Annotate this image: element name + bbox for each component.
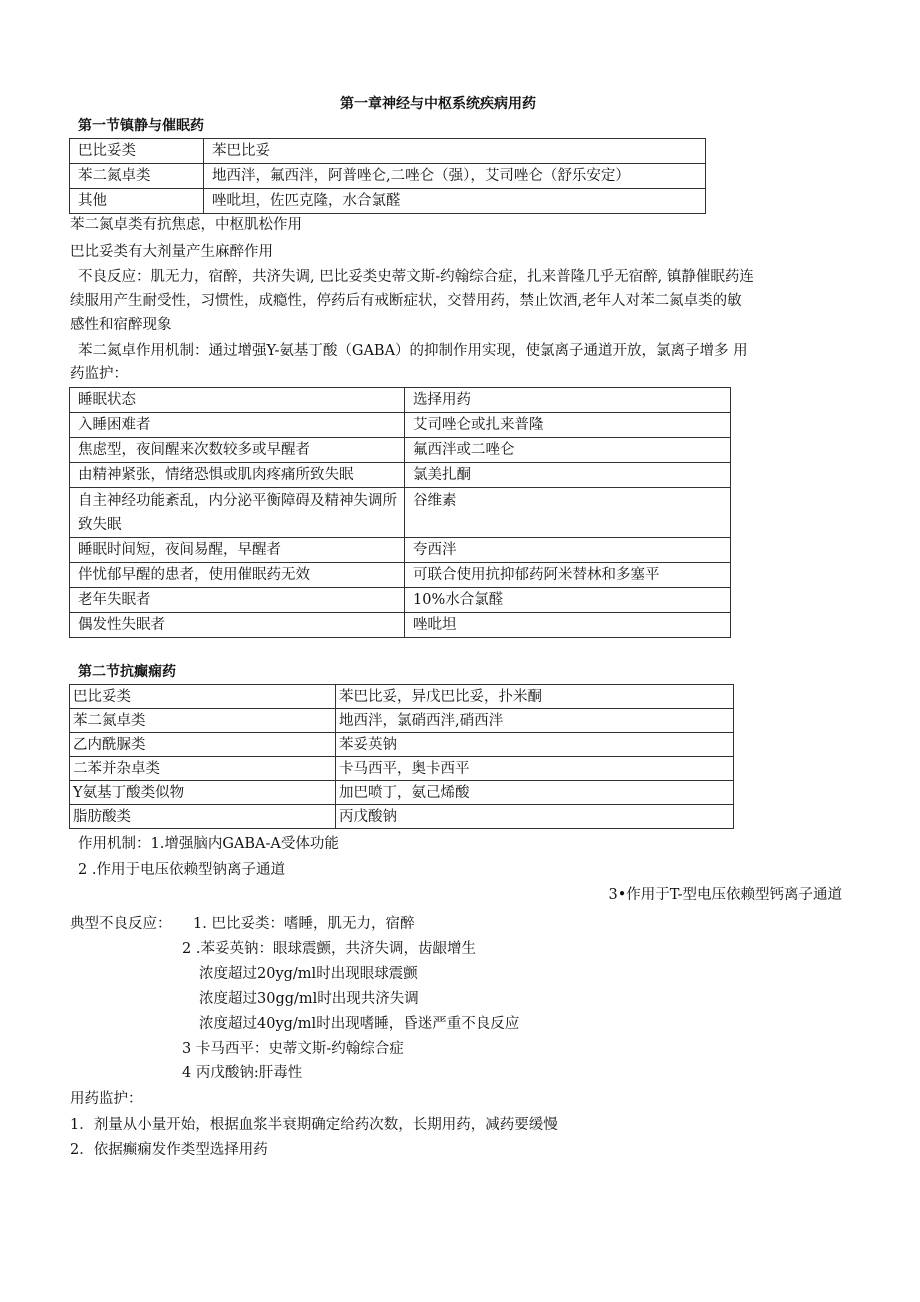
- sedative-class-table: [69, 138, 706, 214]
- adverse-text: 感性和宿醉现象: [70, 317, 172, 333]
- mechanism-item: 2 .作用于电压依赖型钠离子通道: [78, 862, 285, 878]
- table-row: Y氨基丁酸类似物 加巴喷丁，氨己烯酸: [70, 781, 734, 805]
- adverse-item: 4 丙戊酸钠:肝毒性: [182, 1065, 303, 1081]
- adverse-subitem: 浓度超过20yg/ml时出现眼球震颤: [199, 966, 418, 982]
- table-row: 自主神经功能紊乱，内分泌平衡障碍及精神失调所致失眠 谷维素: [70, 488, 731, 538]
- table-row: 焦虑型，夜间醒来次数较多或早醒者 氟西泮或二唑仑: [70, 438, 731, 463]
- adverse-item: 2 .苯妥英钠：眼球震颤，共济失调，齿龈增生: [182, 941, 476, 957]
- mechanism-item: 3•作用于T-型电压依赖型钙离子通道: [608, 887, 842, 903]
- monitor-item: 2．依据癫痫发作类型选择用药: [70, 1142, 268, 1158]
- adverse-subitem: 浓度超过40yg/ml时出现嗜睡，昏迷严重不良反应: [199, 1016, 520, 1032]
- table-row: 巴比妥类 苯巴比妥: [70, 139, 706, 164]
- mechanism-text: 药监护：: [70, 366, 128, 382]
- adverse-text: 不良反应：肌无力，宿醉，共济失调, 巴比妥类史蒂文斯-约翰综合症，扎来普隆几乎无宿醉, 镇静催眠药连: [78, 269, 754, 285]
- table-row: 睡眠时间短，夜间易醒，早醒者 夸西泮: [70, 538, 731, 563]
- sleep-drug-table: [69, 387, 731, 638]
- table-row: 巴比妥类 苯巴比妥，异戊巴比妥，扑米酮: [70, 685, 734, 709]
- table-row: 脂肪酸类 丙戊酸钠: [70, 805, 734, 829]
- table-row: 其他 唑吡坦，佐匹克隆，水合氯醛: [70, 189, 706, 214]
- table-row: 乙内酰脲类 苯妥英钠: [70, 733, 734, 757]
- table-row: 二苯并杂卓类 卡马西平，奥卡西平: [70, 757, 734, 781]
- adverse-text: 续服用产生耐受性，习惯性，成瘾性，停药后有戒断症状，交替用药，禁止饮酒,老年人对苯二氮卓类的敏: [70, 293, 742, 309]
- adverse-item: 1. 巴比妥类：嗜睡，肌无力，宿醉: [193, 916, 415, 932]
- section2-heading: 第二节抗癫痫药: [78, 664, 176, 680]
- table-row: 入睡困难者 艾司唑仑或扎来普隆: [70, 413, 731, 438]
- monitor-label: 用药监护：: [70, 1091, 143, 1107]
- chapter-title: 第一章神经与中枢系统疾病用药: [340, 96, 536, 112]
- table-row: 偶发性失眠者 唑吡坦: [70, 613, 731, 638]
- section1-heading: 第一节镇静与催眠药: [78, 118, 204, 134]
- table-row: 伴忧郁早醒的患者，使用催眠药无效 可联合使用抗抑郁药阿米替林和多塞平: [70, 563, 731, 588]
- table-row: 睡眠状态 选择用药: [70, 388, 731, 413]
- table-row: 苯二氮卓类 地西泮，氟西泮，阿普唑仑,二唑仑（强），艾司唑仑（舒乐安定）: [70, 164, 706, 189]
- note-line: 苯二氮卓类有抗焦虑，中枢肌松作用: [70, 217, 302, 233]
- antiepileptic-class-table: [69, 684, 734, 829]
- adverse-item: 3 卡马西平：史蒂文斯-约翰综合症: [182, 1041, 404, 1057]
- adverse-label: 典型不良反应：: [70, 916, 172, 932]
- monitor-item: 1．剂量从小量开始，根据血浆半衰期确定给药次数，长期用药，减药要缓慢: [70, 1117, 558, 1133]
- mechanism-text: 苯二氮卓作用机制：通过增强Y-氨基丁酸（GABA）的抑制作用实现，使氯离子通道开放，氯离子增多 用: [78, 343, 748, 359]
- adverse-subitem: 浓度超过30gg/ml时出现共济失调: [199, 991, 419, 1007]
- table-row: 老年失眠者 10%水合氯醛: [70, 588, 731, 613]
- mechanism-item: 作用机制：1.增强脑内GABA-A受体功能: [78, 836, 339, 852]
- note-line: 巴比妥类有大剂量产生麻醉作用: [70, 244, 273, 260]
- table-row: 由精神紧张，情绪恐惧或肌肉疼痛所致失眠 氯美扎酮: [70, 463, 731, 488]
- table-row: 苯二氮卓类 地西泮，氯硝西泮,硝西泮: [70, 709, 734, 733]
